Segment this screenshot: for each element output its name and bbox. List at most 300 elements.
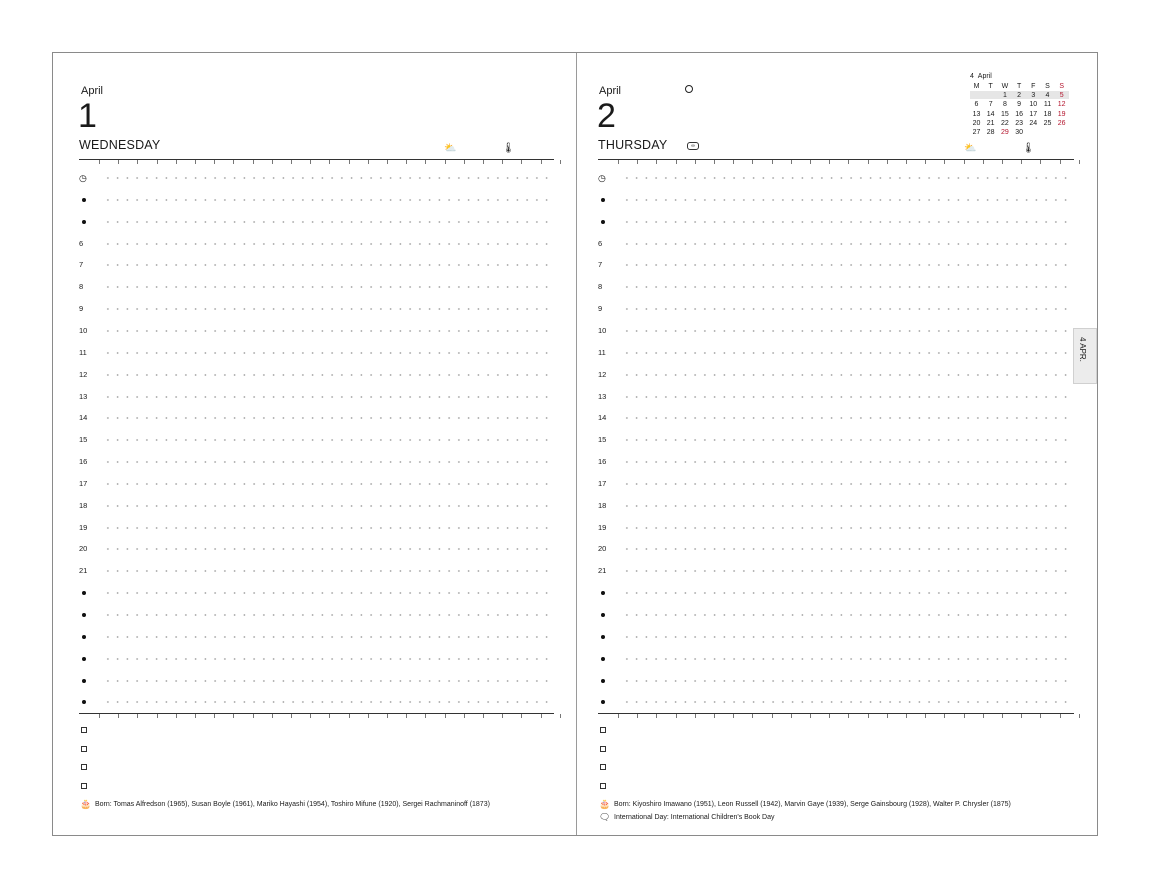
checkbox[interactable] — [81, 764, 87, 770]
column-tick — [868, 160, 869, 164]
row-bullet — [82, 220, 86, 224]
column-tick — [214, 160, 215, 164]
dot-guide — [103, 308, 552, 310]
hour-label: 10 — [598, 325, 607, 335]
time-row[interactable] — [598, 478, 1074, 490]
hour-label: 14 — [79, 413, 88, 423]
dot-guide — [622, 527, 1072, 529]
mini-calendar-day[interactable]: 7 — [988, 101, 993, 109]
time-row[interactable] — [79, 369, 554, 381]
column-tick — [695, 160, 696, 164]
column-tick — [810, 160, 811, 164]
mini-calendar-weekday: T — [988, 83, 993, 90]
hour-label: 16 — [79, 457, 88, 467]
column-tick — [848, 160, 849, 164]
time-row[interactable] — [598, 522, 1074, 534]
mini-calendar-day[interactable]: 2 — [1017, 92, 1022, 100]
mini-calendar-day[interactable]: 4 — [1045, 92, 1050, 100]
column-tick — [521, 714, 522, 718]
dot-guide — [103, 658, 552, 660]
column-tick — [1060, 714, 1061, 718]
mini-calendar-day[interactable]: 14 — [986, 110, 995, 118]
column-tick — [560, 714, 561, 718]
column-tick — [618, 714, 619, 718]
mini-calendar-day[interactable]: 13 — [972, 110, 981, 118]
dot-guide — [103, 701, 552, 703]
time-row[interactable] — [79, 303, 554, 315]
right-footer-rule — [598, 713, 1074, 714]
column-tick — [157, 160, 158, 164]
time-row[interactable] — [79, 325, 554, 337]
mini-calendar-day[interactable]: 28 — [986, 129, 995, 136]
dot-guide — [103, 286, 552, 288]
column-tick — [464, 160, 465, 164]
mini-calendar-weekday: S — [1045, 83, 1050, 90]
hour-label: 15 — [598, 435, 607, 445]
dot-guide — [622, 592, 1072, 594]
time-row[interactable] — [79, 259, 554, 271]
cake-icon: 🎂 — [80, 799, 92, 809]
column-tick — [445, 160, 446, 164]
dot-guide — [103, 483, 552, 485]
column-tick — [560, 160, 561, 164]
dot-guide — [622, 286, 1072, 288]
dot-guide — [622, 221, 1072, 223]
hour-label: 10 — [79, 325, 88, 335]
column-tick — [291, 714, 292, 718]
mini-calendar-weekday: W — [1001, 83, 1009, 90]
column-tick — [964, 714, 965, 718]
column-tick — [214, 714, 215, 718]
column-tick — [772, 714, 773, 718]
time-row[interactable] — [79, 194, 554, 206]
time-row[interactable] — [79, 412, 554, 424]
time-row[interactable] — [598, 303, 1074, 315]
cake-icon: 🎂 — [599, 799, 611, 809]
column-tick — [195, 714, 196, 718]
row-bullet — [82, 657, 86, 661]
column-tick — [829, 160, 830, 164]
column-tick — [118, 160, 119, 164]
column-tick — [714, 160, 715, 164]
hour-label: 13 — [598, 391, 607, 401]
time-row[interactable] — [598, 238, 1074, 250]
hour-label: 19 — [79, 522, 88, 532]
column-tick — [1079, 714, 1080, 718]
link-icon: ∞ — [687, 142, 699, 150]
mini-calendar-month-number: 4 — [970, 73, 974, 80]
right-month-label: April — [599, 85, 622, 97]
checkbox[interactable] — [81, 727, 87, 733]
time-row[interactable] — [598, 456, 1074, 468]
column-tick — [329, 160, 330, 164]
column-tick — [176, 160, 177, 164]
dot-guide — [103, 417, 552, 419]
time-row[interactable] — [79, 281, 554, 293]
column-tick — [695, 714, 696, 718]
time-row[interactable] — [79, 216, 554, 228]
column-tick — [1021, 714, 1022, 718]
time-row[interactable] — [598, 696, 1074, 708]
thermometer-icon: 🌡 — [1022, 143, 1035, 154]
time-row[interactable] — [598, 543, 1074, 555]
dot-guide — [103, 374, 552, 376]
dot-guide — [103, 636, 552, 638]
dot-guide — [103, 221, 552, 223]
dot-guide — [103, 680, 552, 682]
hour-label: 15 — [79, 435, 88, 445]
column-tick — [425, 714, 426, 718]
dot-guide — [103, 330, 552, 332]
row-bullet — [601, 198, 605, 202]
time-row[interactable] — [598, 653, 1074, 665]
checkbox[interactable] — [600, 764, 606, 770]
row-bullet — [601, 220, 605, 224]
time-row[interactable] — [598, 347, 1074, 359]
column-tick — [983, 160, 984, 164]
dot-guide — [103, 439, 552, 441]
mini-calendar-day[interactable]: 10 — [1029, 101, 1038, 109]
column-tick — [1040, 714, 1041, 718]
time-row[interactable] — [598, 369, 1074, 381]
mini-calendar-day[interactable]: 20 — [972, 119, 981, 127]
column-tick — [983, 714, 984, 718]
column-tick — [157, 714, 158, 718]
dot-guide — [103, 505, 552, 507]
column-tick — [714, 714, 715, 718]
time-row[interactable] — [598, 434, 1074, 446]
weather-icon: ⛅ — [964, 143, 977, 154]
hour-label: 21 — [79, 566, 88, 576]
column-tick — [195, 160, 196, 164]
column-tick — [925, 160, 926, 164]
weather-icon: ⛅ — [444, 143, 457, 154]
hour-label: 6 — [79, 238, 84, 248]
dot-guide — [622, 701, 1072, 703]
dot-guide — [103, 570, 552, 572]
dot-guide — [622, 417, 1072, 419]
column-tick — [99, 714, 100, 718]
column-tick — [502, 714, 503, 718]
dot-guide — [103, 527, 552, 529]
row-bullet — [601, 679, 605, 683]
column-tick — [541, 160, 542, 164]
row-bullet — [601, 591, 605, 595]
hour-label: 18 — [79, 500, 88, 510]
time-row[interactable] — [79, 478, 554, 490]
column-tick — [272, 714, 273, 718]
column-tick — [291, 160, 292, 164]
left-page — [53, 53, 576, 835]
column-tick — [656, 714, 657, 718]
time-row[interactable] — [79, 347, 554, 359]
mini-calendar-day[interactable]: 26 — [1057, 119, 1066, 127]
dot-guide — [622, 264, 1072, 266]
hour-label: 7 — [598, 260, 603, 270]
column-tick — [676, 160, 677, 164]
mini-calendar-day[interactable]: 19 — [1057, 110, 1066, 118]
mini-calendar-title — [970, 73, 992, 80]
dot-guide — [622, 483, 1072, 485]
planner-spread — [52, 52, 1098, 836]
column-tick — [906, 714, 907, 718]
mini-calendar-day[interactable]: 3 — [1031, 92, 1036, 100]
column-tick — [944, 160, 945, 164]
dot-guide — [622, 243, 1072, 245]
dot-guide — [103, 243, 552, 245]
time-row[interactable] — [598, 587, 1074, 599]
dot-guide — [622, 396, 1072, 398]
mini-calendar-day[interactable]: 18 — [1043, 110, 1052, 118]
dot-guide — [622, 548, 1072, 550]
dot-guide — [103, 592, 552, 594]
column-tick — [733, 160, 734, 164]
column-tick — [387, 160, 388, 164]
dot-guide — [622, 439, 1072, 441]
column-tick — [521, 160, 522, 164]
right-weekday: THURSDAY — [598, 138, 668, 152]
column-tick — [99, 160, 100, 164]
column-tick — [810, 714, 811, 718]
right-international-day: International Day: International Children's Book Day — [614, 814, 775, 821]
column-tick — [944, 714, 945, 718]
hour-label: 20 — [598, 544, 607, 554]
mini-calendar-day[interactable]: 25 — [1043, 119, 1052, 127]
mini-calendar-weekday: T — [1016, 83, 1022, 90]
column-tick — [848, 714, 849, 718]
column-tick — [483, 714, 484, 718]
hour-label: 16 — [598, 457, 607, 467]
time-row[interactable] — [598, 675, 1074, 687]
column-tick — [733, 714, 734, 718]
column-tick — [310, 160, 311, 164]
column-tick — [541, 714, 542, 718]
time-row[interactable] — [598, 391, 1074, 403]
column-tick — [425, 160, 426, 164]
time-row[interactable] — [79, 565, 554, 577]
thermometer-icon: 🌡 — [502, 143, 515, 154]
column-tick — [406, 714, 407, 718]
hour-label: 17 — [79, 478, 88, 488]
hour-label: 9 — [79, 304, 84, 314]
column-tick — [176, 714, 177, 718]
left-month-label: April — [81, 85, 104, 97]
column-tick — [887, 160, 888, 164]
column-tick — [464, 714, 465, 718]
row-bullet — [82, 198, 86, 202]
hour-label: 13 — [79, 391, 88, 401]
column-tick — [329, 714, 330, 718]
mini-calendar-month-name: April — [977, 73, 992, 80]
checkbox[interactable] — [600, 746, 606, 752]
column-tick — [137, 160, 138, 164]
time-row[interactable] — [598, 194, 1074, 206]
left-day-number: 1 — [78, 97, 97, 135]
column-tick — [656, 160, 657, 164]
mini-calendar-day[interactable]: 1 — [1002, 92, 1007, 100]
checkbox[interactable] — [600, 727, 606, 733]
time-row[interactable] — [598, 565, 1074, 577]
column-tick — [349, 714, 350, 718]
column-tick — [233, 160, 234, 164]
column-tick — [118, 714, 119, 718]
dot-guide — [622, 636, 1072, 638]
time-row[interactable] — [79, 522, 554, 534]
mini-calendar-day[interactable]: 9 — [1017, 101, 1022, 109]
mini-calendar-day[interactable]: 21 — [986, 119, 995, 127]
dot-guide — [622, 505, 1072, 507]
dot-guide — [103, 548, 552, 550]
dot-guide — [622, 374, 1072, 376]
column-tick — [1002, 160, 1003, 164]
dot-guide — [622, 352, 1072, 354]
time-row[interactable] — [79, 696, 554, 708]
column-tick — [349, 160, 350, 164]
hour-label: 11 — [79, 347, 87, 357]
month-index-tab[interactable] — [1073, 328, 1097, 384]
column-tick — [310, 714, 311, 718]
dot-guide — [103, 461, 552, 463]
checkbox[interactable] — [81, 783, 87, 789]
mini-calendar-day[interactable]: 15 — [1000, 110, 1009, 118]
column-tick — [368, 714, 369, 718]
mini-calendar-day[interactable]: 11 — [1043, 101, 1052, 109]
clock-icon: ◷ — [598, 173, 606, 183]
dot-guide — [103, 352, 552, 354]
column-tick — [964, 160, 965, 164]
column-tick — [1002, 714, 1003, 718]
hour-label: 12 — [79, 369, 88, 379]
time-row[interactable] — [79, 543, 554, 555]
time-row[interactable] — [598, 412, 1074, 424]
left-weekday: WEDNESDAY — [79, 138, 161, 152]
hour-label: 19 — [598, 522, 607, 532]
mini-calendar-day[interactable]: 30 — [1015, 129, 1023, 136]
right-day-number: 2 — [597, 97, 616, 135]
mini-calendar-day[interactable]: 6 — [974, 101, 979, 109]
column-tick — [502, 160, 503, 164]
time-row[interactable] — [79, 587, 554, 599]
moon-phase-icon — [685, 85, 693, 93]
column-tick — [925, 714, 926, 718]
mini-calendar-day[interactable]: 5 — [1059, 92, 1064, 100]
time-row[interactable] — [79, 609, 554, 621]
time-row[interactable] — [79, 631, 554, 643]
left-footer-rule — [79, 713, 554, 714]
mini-calendar-day[interactable]: 27 — [972, 129, 981, 136]
time-row[interactable] — [598, 216, 1074, 228]
mini-calendar-day[interactable]: 29 — [1000, 129, 1009, 136]
hour-label: 9 — [598, 304, 603, 314]
column-tick — [253, 160, 254, 164]
dot-guide — [622, 308, 1072, 310]
time-row[interactable] — [598, 259, 1074, 271]
time-row[interactable] — [598, 609, 1074, 621]
time-row[interactable] — [598, 631, 1074, 643]
right-page — [577, 53, 1099, 835]
hour-label: 6 — [598, 238, 603, 248]
column-tick — [752, 714, 753, 718]
dot-guide — [622, 570, 1072, 572]
row-bullet — [601, 635, 605, 639]
dot-guide — [622, 177, 1072, 179]
mini-calendar-day[interactable]: 24 — [1029, 119, 1038, 127]
dot-guide — [103, 396, 552, 398]
row-bullet — [82, 613, 86, 617]
mini-calendar-weekday: M — [973, 83, 980, 90]
column-tick — [829, 714, 830, 718]
checkbox[interactable] — [600, 783, 606, 789]
mini-calendar-weekday: S — [1059, 83, 1065, 90]
hour-label: 8 — [598, 282, 603, 292]
left-birthdays: Born: Tomas Alfredson (1965), Susan Boyle (1961), Mariko Hayashi (1954), Toshiro Mifune (1920), Sergei Rachmaninoff (1873) — [95, 801, 490, 808]
dot-guide — [622, 461, 1072, 463]
time-row[interactable] — [79, 391, 554, 403]
mini-calendar-weekday: F — [1031, 83, 1036, 90]
speech-bubble-icon: 🗨 — [599, 812, 611, 822]
row-bullet — [82, 700, 86, 704]
right-birthdays: Born: Kiyoshiro Imawano (1951), Leon Russell (1942), Marvin Gaye (1939), Serge Gainsbourg (1928), Walter P. Chrysler (1875) — [614, 801, 1011, 808]
row-bullet — [82, 591, 86, 595]
dot-guide — [622, 614, 1072, 616]
mini-calendar-day[interactable]: 22 — [1000, 119, 1009, 127]
hour-label: 21 — [598, 566, 607, 576]
time-row[interactable] — [79, 653, 554, 665]
dot-guide — [622, 330, 1072, 332]
time-row[interactable] — [79, 500, 554, 512]
column-tick — [1021, 160, 1022, 164]
month-index-tab-label: 4 APR. — [1078, 337, 1087, 362]
hour-label: 14 — [598, 413, 607, 423]
checkbox[interactable] — [81, 746, 87, 752]
mini-calendar-day[interactable]: 23 — [1015, 119, 1023, 127]
mini-calendar-day[interactable]: 8 — [1002, 101, 1007, 109]
row-bullet — [82, 679, 86, 683]
time-row[interactable] — [598, 325, 1074, 337]
row-bullet — [601, 657, 605, 661]
column-tick — [887, 714, 888, 718]
row-bullet — [601, 700, 605, 704]
hour-label: 8 — [79, 282, 84, 292]
column-tick — [445, 714, 446, 718]
row-bullet — [601, 613, 605, 617]
dot-guide — [622, 658, 1072, 660]
time-row[interactable] — [598, 172, 1074, 184]
column-tick — [1079, 160, 1080, 164]
dot-guide — [103, 264, 552, 266]
time-row[interactable] — [79, 172, 554, 184]
time-row[interactable] — [598, 281, 1074, 293]
column-tick — [676, 714, 677, 718]
mini-calendar-day[interactable]: 12 — [1057, 101, 1066, 109]
dot-guide — [103, 614, 552, 616]
row-bullet — [82, 635, 86, 639]
column-tick — [637, 714, 638, 718]
column-tick — [253, 714, 254, 718]
column-tick — [406, 160, 407, 164]
column-tick — [791, 714, 792, 718]
time-row[interactable] — [79, 238, 554, 250]
hour-label: 18 — [598, 500, 607, 510]
hour-label: 17 — [598, 478, 607, 488]
time-row[interactable] — [79, 675, 554, 687]
column-tick — [772, 160, 773, 164]
time-row[interactable] — [598, 500, 1074, 512]
time-row[interactable] — [79, 434, 554, 446]
mini-calendar-day[interactable]: 17 — [1029, 110, 1038, 118]
time-row[interactable] — [79, 456, 554, 468]
mini-calendar-day[interactable]: 16 — [1015, 110, 1023, 118]
